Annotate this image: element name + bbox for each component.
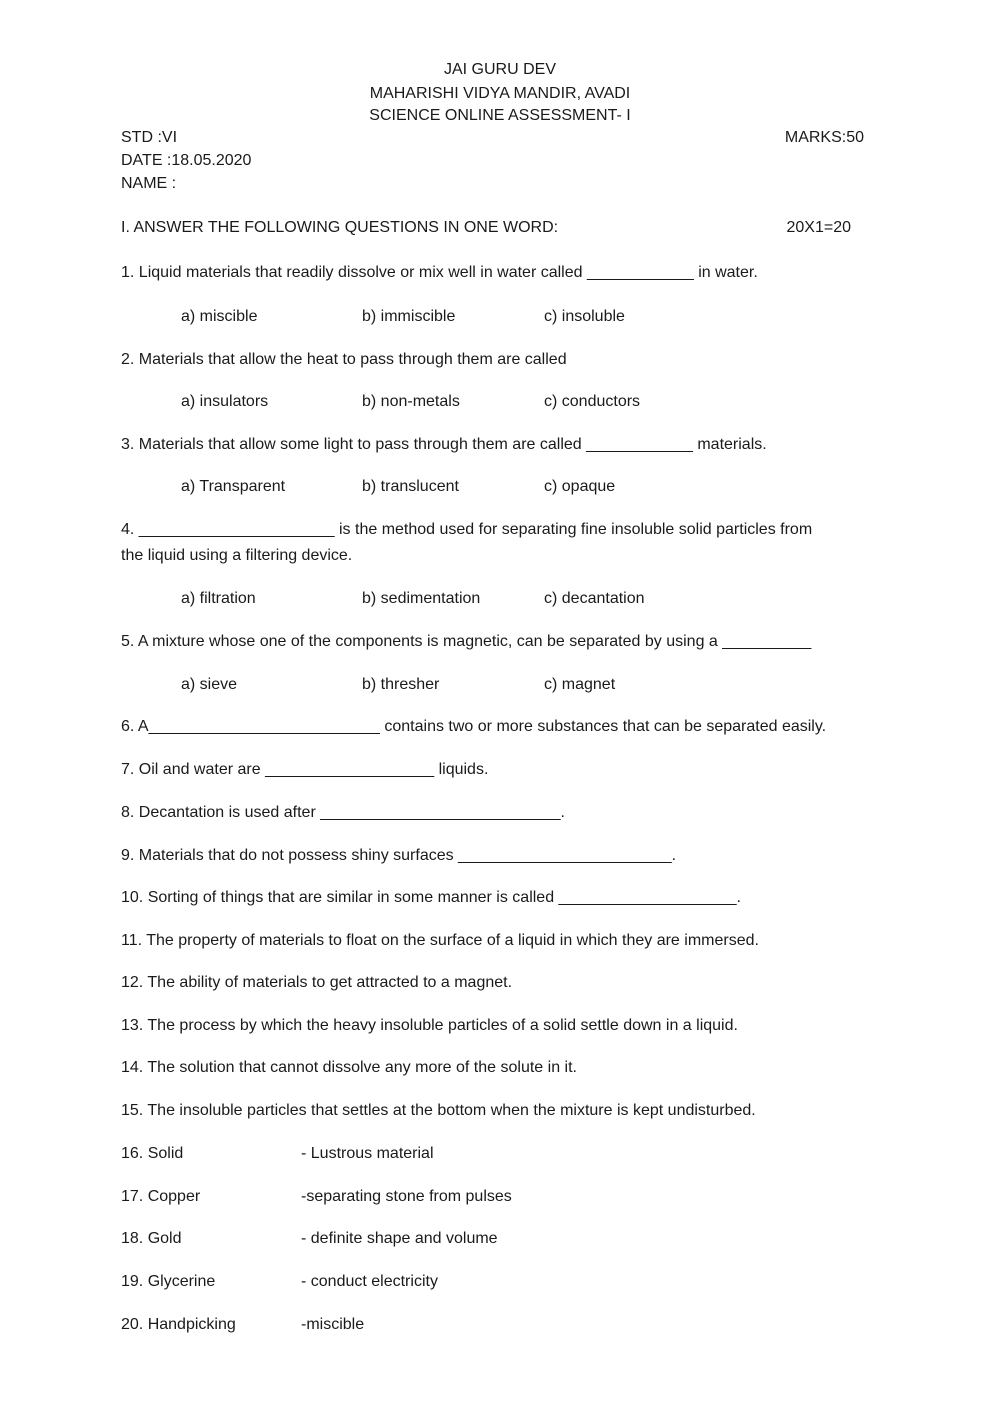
q1-option-c: c) insoluble <box>544 308 625 325</box>
q4-option-c: c) decantation <box>544 590 645 607</box>
question-9: 9. Materials that do not possess shiny surfaces ________________________. <box>121 847 677 864</box>
date-label: DATE :18.05.2020 <box>121 152 252 169</box>
school-motto: JAI GURU DEV <box>443 61 556 78</box>
match-left-19: 19. Glycerine <box>121 1273 216 1290</box>
std-label: STD :VI <box>121 129 178 146</box>
question-8: 8. Decantation is used after ___________________________. <box>121 804 565 821</box>
section-marks: 20X1=20 <box>786 219 851 236</box>
question-7: 7. Oil and water are ___________________ liquids. <box>121 761 489 778</box>
question-15: 15. The insoluble particles that settles at the bottom when the mixture is kept undisturbed. <box>121 1102 756 1119</box>
question-13: 13. The process by which the heavy insoluble particles of a solid settle down in a liquid. <box>121 1017 738 1034</box>
q5-option-b: b) thresher <box>362 676 440 693</box>
q4-option-a: a) filtration <box>181 590 256 607</box>
match-right-19: - conduct electricity <box>301 1273 438 1290</box>
q5-option-a: a) sieve <box>181 676 238 693</box>
question-12: 12. The ability of materials to get attracted to a magnet. <box>121 974 513 991</box>
question-2: 2. Materials that allow the heat to pass through them are called <box>121 351 567 368</box>
q1-option-a: a) miscible <box>181 308 258 325</box>
q5-option-c: c) magnet <box>544 676 616 693</box>
q4-option-b: b) sedimentation <box>362 590 481 607</box>
match-right-18: - definite shape and volume <box>301 1230 498 1247</box>
question-6: 6. A__________________________ contains two or more substances that can be separated easily. <box>121 718 827 735</box>
assessment-title: SCIENCE ONLINE ASSESSMENT- I <box>369 107 631 124</box>
match-left-20: 20. Handpicking <box>121 1316 236 1333</box>
match-left-17: 17. Copper <box>121 1188 201 1205</box>
question-5: 5. A mixture whose one of the components is magnetic, can be separated by using a __________ <box>121 633 812 650</box>
q2-option-c: c) conductors <box>544 393 641 410</box>
match-right-17: -separating stone from pulses <box>301 1188 512 1205</box>
q2-option-a: a) insulators <box>181 393 269 410</box>
question-10: 10. Sorting of things that are similar in some manner is called ____________________. <box>121 889 741 906</box>
match-left-16: 16. Solid <box>121 1145 184 1162</box>
match-left-18: 18. Gold <box>121 1230 182 1247</box>
q3-option-c: c) opaque <box>544 478 616 495</box>
question-1: 1. Liquid materials that readily dissolve or mix well in water called ____________ in water. <box>121 264 758 281</box>
q1-option-b: b) immiscible <box>362 308 456 325</box>
q2-option-b: b) non-metals <box>362 393 460 410</box>
match-right-16: - Lustrous material <box>301 1145 434 1162</box>
school-name: MAHARISHI VIDYA MANDIR, AVADI <box>369 85 631 102</box>
question-11: 11. The property of materials to float on the surface of a liquid in which they are immersed. <box>121 932 759 949</box>
name-label: NAME : <box>121 175 177 192</box>
section-title: I. ANSWER THE FOLLOWING QUESTIONS IN ONE WORD: <box>121 219 559 236</box>
question-4-line-2: the liquid using a filtering device. <box>121 547 353 564</box>
question-14: 14. The solution that cannot dissolve any more of the solute in it. <box>121 1059 577 1076</box>
q3-option-a: a) Transparent <box>181 478 286 495</box>
marks-label: MARKS:50 <box>784 129 864 146</box>
q3-option-b: b) translucent <box>362 478 459 495</box>
match-right-20: -miscible <box>301 1316 365 1333</box>
question-3: 3. Materials that allow some light to pass through them are called ____________ materials. <box>121 436 767 453</box>
question-4-line-1: 4. ______________________ is the method used for separating fine insoluble solid particles from <box>121 521 813 538</box>
